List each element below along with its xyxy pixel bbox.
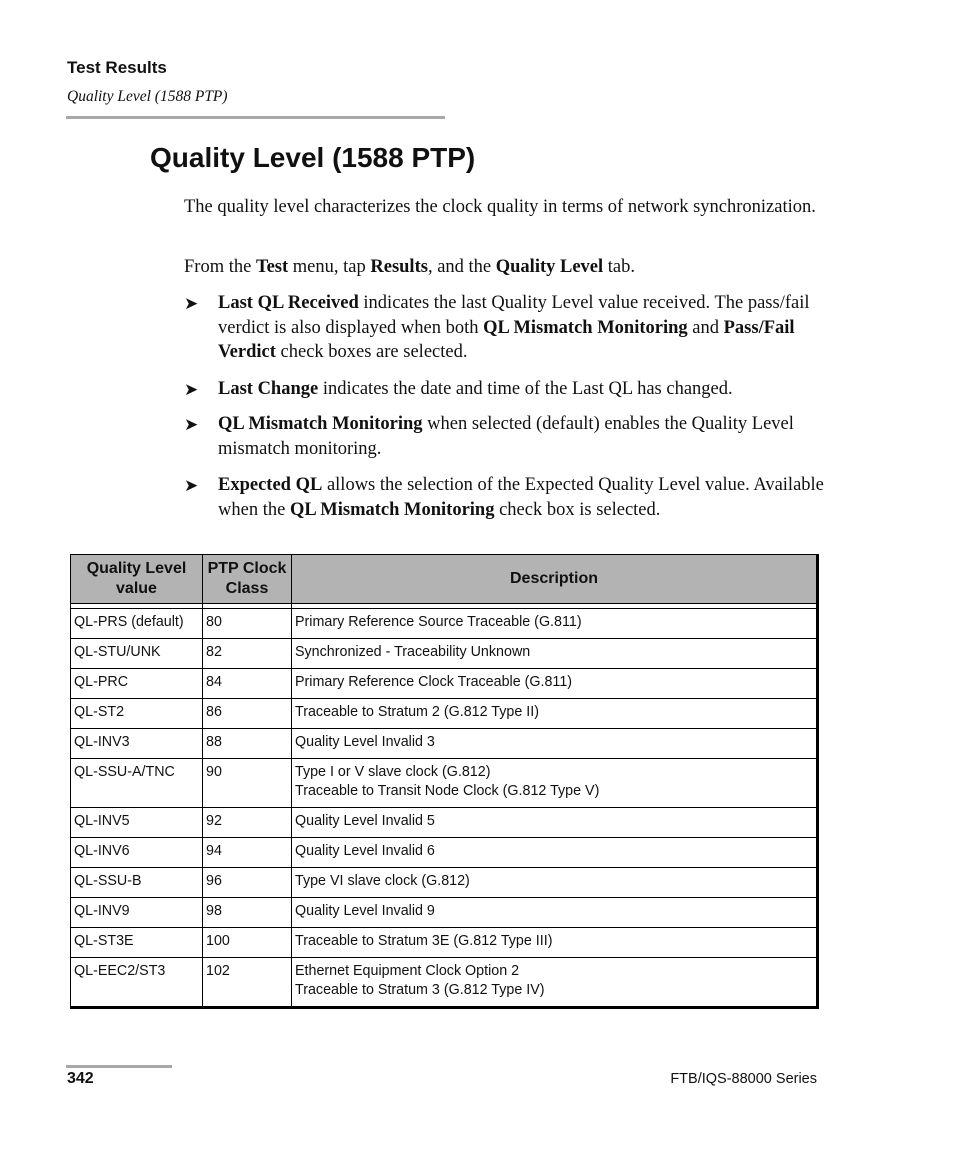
bullet-text: allows the selection of the Expected Quality Level value. Available when the [218,475,824,520]
product-series: FTB/IQS-88000 Series [670,1071,817,1087]
description-line: Quality Level Invalid 9 [295,903,435,919]
bullet-text: when selected (default) enables the Quality Level mismatch monitoring. [218,414,794,459]
table-row [71,808,818,838]
table-row [71,868,818,898]
table-row [71,838,818,868]
quality-level-value-cell: QL-INV3 [71,729,203,759]
table-row [71,928,818,958]
table-row [71,729,818,759]
bullet-term: Last QL Received [218,293,359,313]
quality-level-value-cell: QL-ST2 [71,699,203,729]
intro-paragraph: The quality level characterizes the clock quality in terms of network synchronization. [184,197,816,217]
instructions-text: , and the [427,257,496,277]
quality-level-value-cell: QL-PRC [71,669,203,699]
description-line: Type VI slave clock (G.812) [295,873,470,889]
arrowhead-bullet-icon: ➤ [184,380,199,399]
table-row [71,699,818,729]
bullet-term: Last Change [218,379,319,399]
ptp-clock-class-cell: 88 [203,729,292,759]
running-header-title: Test Results [67,58,167,77]
column-header-description: Description [292,555,818,604]
table-header-row [71,555,818,604]
ptp-clock-class-cell: 80 [203,609,292,639]
bullet-term: Pass/Fail Verdict [218,317,795,362]
footer-divider [66,1065,172,1068]
ptp-clock-class-cell: 100 [203,928,292,958]
quality-level-value-cell: QL-ST3E [71,928,203,958]
description-line: Traceable to Stratum 3E (G.812 Type III) [295,933,553,949]
quality-level-value-cell: QL-INV6 [71,838,203,868]
description-cell [292,808,818,838]
bullet-text: indicates the date and time of the Last QL has changed. [318,379,733,399]
table-row [71,759,818,808]
description-cell [292,699,818,729]
quality-level-table [70,554,819,1009]
description-line: Ethernet Equipment Clock Option 2 [295,963,520,979]
bullet-last-change [184,377,824,402]
ptp-clock-class-cell: 84 [203,669,292,699]
ptp-clock-class-cell: 102 [203,958,292,1008]
description-line: Traceable to Stratum 2 (G.812 Type II) [295,704,539,720]
ptp-clock-class-cell: 94 [203,838,292,868]
header-divider [66,116,445,119]
bullet-term: QL Mismatch Monitoring [289,499,495,520]
quality-level-value-cell: QL-STU/UNK [71,639,203,669]
quality-level-value-cell: QL-SSU-B [71,868,203,898]
page-number: 342 [67,1070,94,1087]
description-cell [292,729,818,759]
bullet-text: indicates the last Quality Level value received. The pass/fail verdict is also displayed when both [218,293,810,338]
description-cell [292,759,818,808]
table-row [71,958,818,1008]
bullet-text: check boxes are selected. [275,342,468,362]
bullet-term: QL Mismatch Monitoring [218,414,423,434]
description-cell [292,639,818,669]
bullet-expected-ql [184,473,824,522]
description-cell [292,609,818,639]
bullet-text: check box is selected. [494,499,661,520]
quality-level-value-cell: QL-EEC2/ST3 [71,958,203,1008]
description-line: Quality Level Invalid 3 [295,734,435,750]
table-row [71,669,818,699]
ptp-clock-class-cell: 82 [203,639,292,669]
instructions-text: menu, tap [288,257,371,277]
description-line: Traceable to Transit Node Clock (G.812 Type V) [295,783,600,799]
description-line: Synchronized - Traceability Unknown [295,644,531,660]
arrowhead-bullet-icon: ➤ [184,415,199,434]
results-label: Results [370,257,428,277]
arrowhead-bullet-icon: ➤ [184,476,199,495]
description-cell [292,928,818,958]
description-cell [292,898,818,928]
quality-level-value-cell: QL-SSU-A/TNC [71,759,203,808]
description-line: Traceable to Stratum 3 (G.812 Type IV) [295,982,545,998]
quality-level-tab-label: Quality Level [495,257,604,277]
ptp-clock-class-cell: 90 [203,759,292,808]
quality-level-value-cell: QL-PRS (default) [71,609,203,639]
instructions-text: From the [184,257,256,277]
column-header-quality-level: Quality Level value [71,555,203,604]
instructions-paragraph [184,255,824,280]
ptp-clock-class-cell: 86 [203,699,292,729]
bullet-ql-mismatch-monitoring [184,412,824,461]
test-menu-label: Test [255,257,289,277]
running-header-subtitle: Quality Level (1588 PTP) [67,88,228,105]
table-row [71,609,818,639]
description-line: Quality Level Invalid 5 [295,813,435,829]
table-row [71,898,818,928]
ptp-clock-class-cell: 98 [203,898,292,928]
description-cell [292,669,818,699]
column-header-ptp-clock-class: PTP Clock Class [203,555,292,604]
bullet-term: Expected QL [218,475,323,495]
quality-level-value-cell: QL-INV5 [71,808,203,838]
bullet-term: QL Mismatch Monitoring [483,317,688,338]
quality-level-value-cell: QL-INV9 [71,898,203,928]
description-cell [292,958,818,1008]
description-cell [292,838,818,868]
ptp-clock-class-cell: 96 [203,868,292,898]
description-line: Type I or V slave clock (G.812) [295,764,491,780]
description-line: Primary Reference Source Traceable (G.811) [295,614,582,630]
ptp-clock-class-cell: 92 [203,808,292,838]
instructions-text: tab. [603,257,636,277]
bullet-text: and [687,317,724,338]
description-line: Primary Reference Clock Traceable (G.811) [295,674,573,690]
description-line: Quality Level Invalid 6 [295,843,435,859]
description-cell [292,868,818,898]
table-row [71,639,818,669]
arrowhead-bullet-icon: ➤ [184,294,199,313]
bullet-last-ql-received [184,291,824,365]
page-title: Quality Level (1588 PTP) [150,142,476,173]
